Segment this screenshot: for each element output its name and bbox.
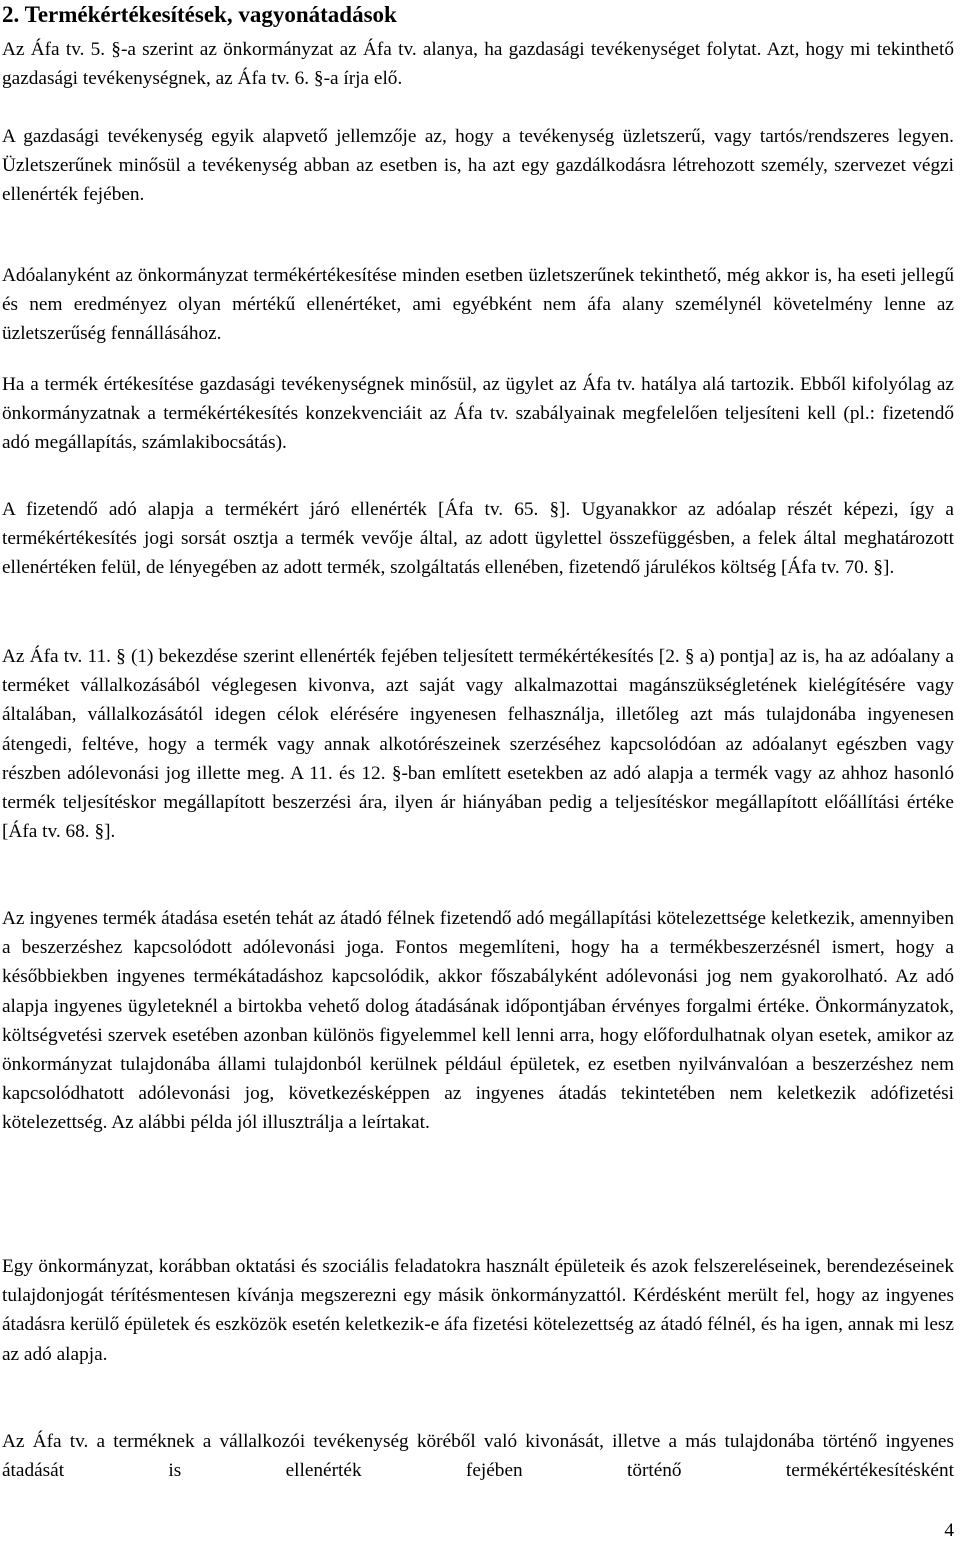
paragraph-1: Az Áfa tv. 5. §-a szerint az önkormányzat az Áfa tv. alanya, ha gazdasági tevékenységet folytat. Azt, hogy mi tekinthető gazdasági tevékenységnek, az Áfa tv. 6. §-a írja elő.	[2, 39, 954, 90]
section-heading: 2. Termékértékesítések, vagyonátadások	[2, 2, 397, 27]
page-number: 4	[944, 1520, 954, 1541]
paragraph-6: Az Áfa tv. 11. § (1) bekezdése szerint ellenérték fejében teljesített termékértékesítés [2. § a) pontja] az is, ha az adóalany a terméket vállalkozásából véglegesen kivonva, azt saját vagy alkalmazottai magánszükségletének kielégítésére vagy általában, vállalkozásától idegen célok elérésére ingyenesen felhasználja, illetőleg azt más tulajdonába ingyenesen átengedi, feltéve, hogy a termék vagy annak alkotórészeinek szerzéséhez kapcsolódóan az adóalanyt egészben vagy részben adólevonási jog illette meg. A 11. és 12. §-ban említett esetekben az adó alapja a termék vagy az ahhoz hasonló termék teljesítéskor megállapított beszerzési ára, ilyen ár hiányában pedig a teljesítéskor megállapított előállítási értéke [Áfa tv. 68. §].	[2, 646, 954, 843]
paragraph-3: Adóalanyként az önkormányzat termékértékesítése minden esetben üzletszerűnek tekinthető, még akkor is, ha eseti jellegű és nem eredményez olyan mértékű ellenértéket, ami egyébként nem áfa alany személynél követelmény lenne az üzletszerűség fennállásához.	[2, 265, 954, 345]
paragraph-5: A fizetendő adó alapja a termékért járó ellenérték [Áfa tv. 65. §]. Ugyanakkor az adóalap részét képezi, így a termékértékesítés jogi sorsát osztja a termék vevője által, az adott ügylettel összefüggésben, a felek által meghatározott ellenértéken felül, de lényegében az adott termék, szolgáltatás ellenében, fizetendő járulékos költség [Áfa tv. 70. §].	[2, 499, 954, 579]
paragraph-9: Az Áfa tv. a terméknek a vállalkozói tevékenység köréből való kivonását, illetve a más tulajdonába történő ingyenes átadását is ellenérték fejében történő termékértékesítésként	[2, 1431, 954, 1482]
paragraph-4: Ha a termék értékesítése gazdasági tevékenységnek minősül, az ügylet az Áfa tv. hatálya alá tartozik. Ebből kifolyólag az önkormányzatnak a termékértékesítés konzekvenciáit az Áfa tv. szabályainak megfelelően teljesíteni kell (pl.: fizetendő adó megállapítás, számlakibocsátás).	[2, 374, 954, 454]
paragraph-8: Egy önkormányzat, korábban oktatási és szociális feladatokra használt épületeik és azok felszereléseinek, berendezéseinek tulajdonjogát térítésmentesen kívánja megszerezni egy másik önkormányzattól. Kérdésként merült fel, hogy az ingyenes átadásra kerülő épületek és eszközök esetén keletkezik-e áfa fizetési kötelezettség az átadó félnél, és ha igen, annak mi lesz az adó alapja.	[2, 1256, 954, 1365]
paragraph-7: Az ingyenes termék átadása esetén tehát az átadó félnek fizetendő adó megállapítási kötelezettsége keletkezik, amennyiben a beszerzéshez kapcsolódott adólevonási joga. Fontos megemlíteni, hogy ha a termékbeszerzésnél ismert, hogy a későbbiekben ingyenes termékátadáshoz kapcsolódik, akkor főszabályként adólevonási jog nem gyakorolható. Az adó alapja ingyenes ügyleteknél a birtokba vehető dolog átadásának időpontjában érvényes forgalmi értéke. Önkormányzatok, költségvetési szervek esetében azonban különös figyelemmel kell lenni arra, hogy előfordulhatnak olyan esetek, amikor az önkormányzat tulajdonába állami tulajdonból kerülnek például épületek, ez esetben nyilvánvalóan a beszerzéshez nem kapcsolódhatott adólevonási jog, következésképpen az ingyenes átadás tekintetében nem keletkezik adófizetési kötelezettség. Az alábbi példa jól illusztrálja a leírtakat.	[2, 908, 954, 1134]
paragraph-2: A gazdasági tevékenység egyik alapvető jellemzője az, hogy a tevékenység üzletszerű, vagy tartós/rendszeres legyen. Üzletszerűnek minősül a tevékenység abban az esetben is, ha azt egy gazdálkodásra létrehozott személy, szervezet végzi ellenérték fejében.	[2, 126, 954, 206]
